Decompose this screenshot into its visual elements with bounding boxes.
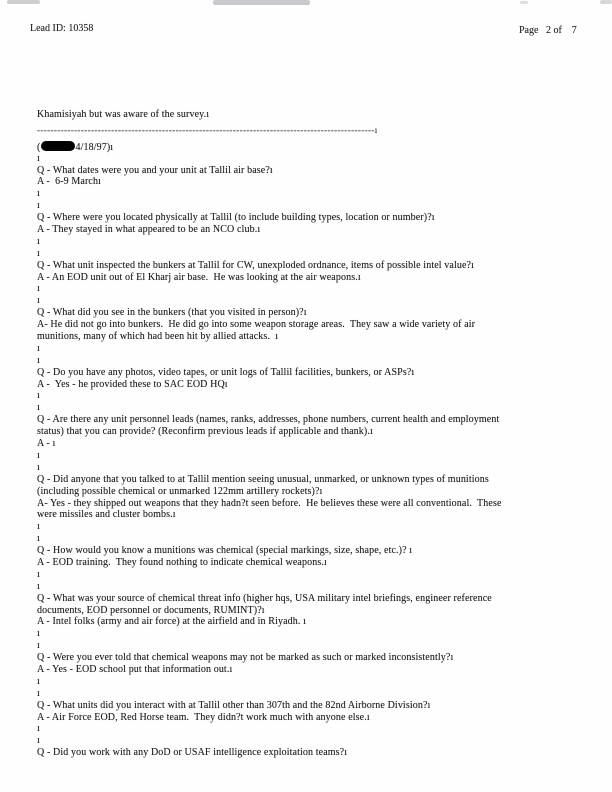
doc-line: Q - What units did you interact with at Tallil other than 307th and the 82nd Airborne Division?ı — [37, 699, 431, 711]
lead-id-label: Lead ID: 10358 — [30, 23, 94, 34]
doc-line: ı — [37, 235, 40, 247]
doc-line: ı — [37, 735, 40, 747]
doc-line: A - Air Force EOD, Red Horse team. They didn?t work much with anyone else.ı — [37, 711, 370, 723]
doc-line: Q - Do you have any photos, video tapes, or unit logs of Tallil facilities, bunkers, or ASPs?ı — [37, 366, 415, 378]
doc-line: were missiles and cluster bombs.ı — [37, 509, 176, 521]
doc-line: Q - What was your source of chemical threat info (higher hqs, USA military intel briefings, engineer reference — [37, 592, 492, 604]
doc-line: ı — [37, 580, 40, 592]
doc-line: A - ı — [37, 438, 56, 450]
doc-line: ı — [37, 283, 40, 295]
doc-line: A - An EOD unit out of El Kharj air base. He was looking at the air weapons.ı — [37, 271, 361, 283]
scan-artifact — [520, 1, 528, 4]
doc-line: Q - Did anyone that you talked to at Tallil mention seeing unusual, unmarked, or unknown types of munitions — [37, 473, 489, 485]
doc-line: A- Yes - they shipped out weapons that they hadn?t seen before. He believes these were all conventional. These — [37, 497, 502, 509]
doc-line: A - Yes - EOD school put that information out.ı — [37, 663, 233, 675]
doc-line: ı — [37, 390, 40, 402]
doc-body — [37, 109, 593, 759]
doc-line: A - Intel folks (army and air force) at the airfield and in Riyadh. ı — [37, 616, 307, 628]
doc-line: Q - What dates were you and your unit at Tallil air base?ı — [37, 164, 273, 176]
scan-artifact — [213, 0, 310, 5]
doc-line: ı — [37, 152, 40, 164]
doc-line: A - EOD training. They found nothing to indicate chemical weapons.ı — [37, 556, 327, 568]
doc-line: ı — [37, 342, 40, 354]
scan-artifact — [7, 0, 40, 4]
doc-line: ı — [37, 521, 40, 533]
doc-line: ı — [37, 687, 40, 699]
doc-line: ı — [37, 723, 40, 735]
doc-line: Q - What did you see in the bunkers (that you visited in person)?ı — [37, 307, 307, 319]
doc-line: ı — [37, 675, 40, 687]
doc-line: Q - How would you know a munitions was chemical (special markings, size, shape, etc.)? ı — [37, 545, 413, 557]
page-number-label: Page 2 of 7 — [519, 25, 577, 36]
doc-line: Q - What unit inspected the bunkers at Tallil for CW, unexploded ordnance, items of possible intel value?ı — [37, 259, 475, 271]
doc-line: A- He did not go into bunkers. He did go into some weapon storage areas. They saw a wide variety of air — [37, 319, 476, 331]
doc-divider-line: ----------------------------------------------------------------------------------------------------ı — [37, 124, 378, 135]
doc-line: (including possible chemical or unmarked 122mm artillery rockets)?ı — [37, 485, 323, 497]
doc-line: ı — [37, 354, 40, 366]
doc-line: ı — [37, 449, 40, 461]
doc-line: ı — [37, 461, 40, 473]
doc-line: Q - Where were you located physically at Tallil (to include building types, location or number)?ı — [37, 212, 435, 224]
doc-line: Q - Were you ever told that chemical weapons may not be marked as such or marked inconsistently?ı — [37, 652, 454, 664]
doc-line: Q - Did you work with any DoD or USAF intelligence exploitation teams?ı — [37, 747, 348, 759]
doc-line: A - Yes - he provided these to SAC EOD HQı — [37, 378, 228, 390]
doc-line: A - 6-9 Marchı — [37, 176, 102, 188]
doc-line: status) that you can provide? (Reconfirm previous leads if applicable and thank).ı — [37, 426, 373, 438]
doc-line-redacted: ( 4/18/97)ı — [37, 141, 114, 153]
doc-line: ı — [37, 533, 40, 545]
doc-line: ı — [37, 295, 40, 307]
doc-line: ı — [37, 640, 40, 652]
doc-line: munitions, many of which had been hit by allied attacks. ı — [37, 331, 279, 343]
doc-line: documents, EOD personnel or documents, RUMINT)?ı — [37, 604, 265, 616]
redaction-box — [41, 141, 75, 151]
scan-artifact — [600, 0, 612, 4]
doc-line: A - They stayed in what appeared to be an NCO club.ı — [37, 224, 261, 236]
doc-line: ı — [37, 568, 40, 580]
doc-line: Khamisiyah but was aware of the survey.ı — [37, 109, 210, 120]
doc-line: Q - Are there any unit personnel leads (names, ranks, addresses, phone numbers, current health and employment — [37, 414, 500, 426]
doc-line: ı — [37, 200, 40, 212]
doc-line: ı — [37, 402, 40, 414]
doc-line: ı — [37, 628, 40, 640]
doc-line: ı — [37, 247, 40, 259]
doc-line: ı — [37, 188, 40, 200]
